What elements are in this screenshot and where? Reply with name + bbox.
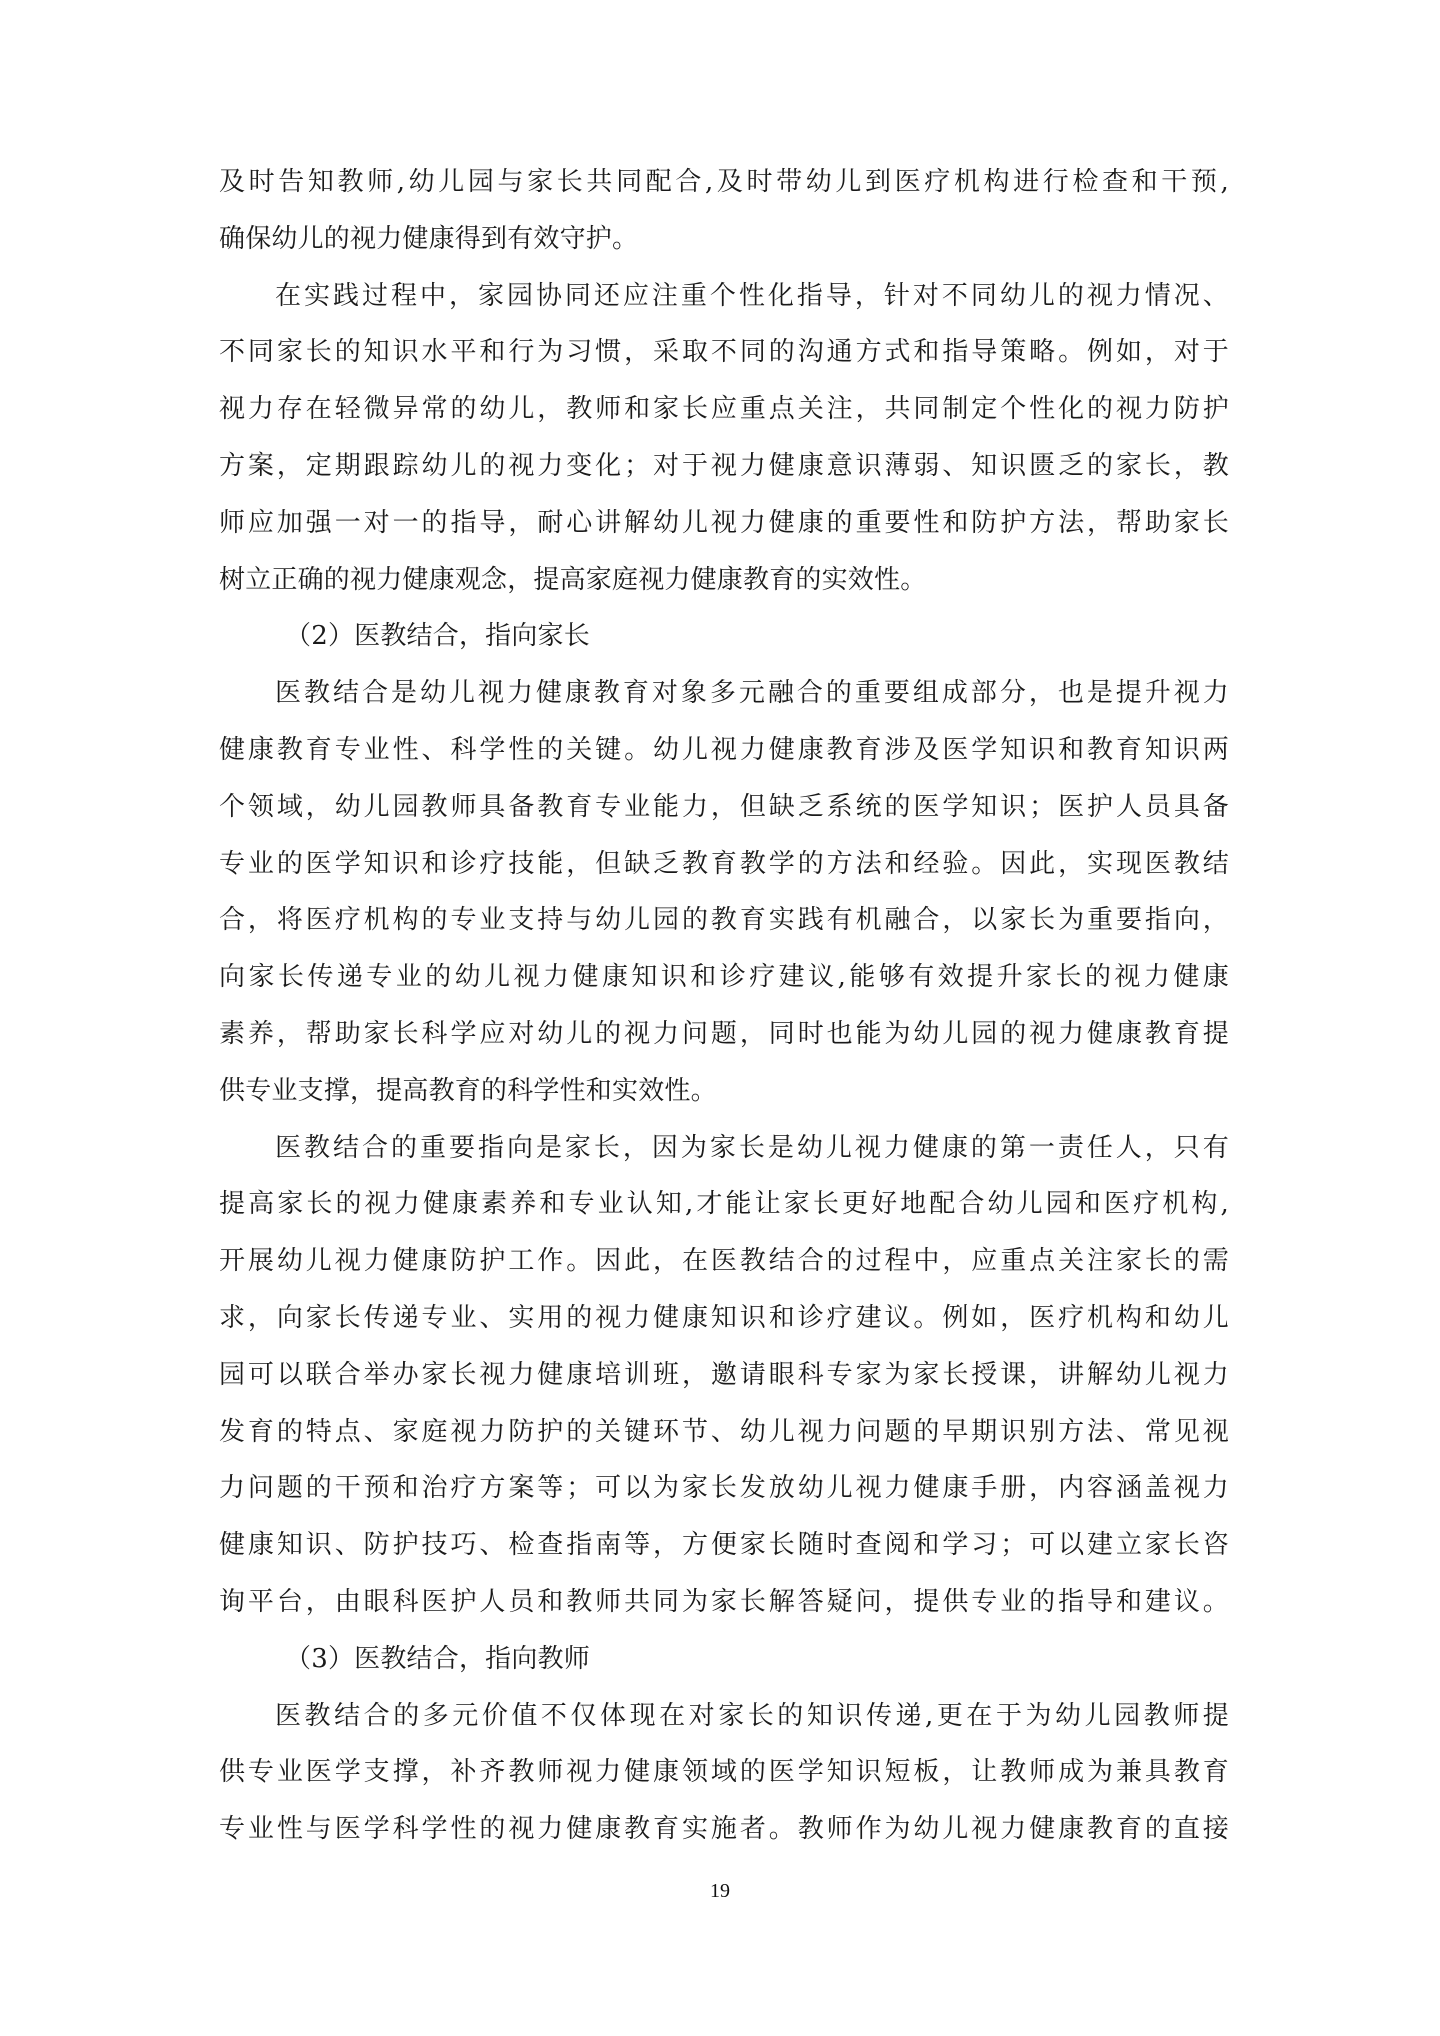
text-line: 询平台，由眼科医护人员和教师共同为家长解答疑问，提供专业的指导和建议。	[219, 1586, 1229, 1617]
text-line: 及时告知教师,幼儿园与家长共同配合,及时带幼儿到医疗机构进行检查和干预,	[219, 167, 1229, 197]
section-heading: （2）医教结合，指向家长	[285, 621, 590, 652]
text-line: 方案，定期跟踪幼儿的视力变化；对于视力健康意识薄弱、知识匮乏的家长，教	[219, 450, 1229, 481]
text-line: 向家长传递专业的幼儿视力健康知识和诊疗建议,能够有效提升家长的视力健康	[219, 962, 1229, 993]
text-line: 素养，帮助家长科学应对幼儿的视力问题，同时也能为幼儿园的视力健康教育提	[219, 1018, 1229, 1049]
text-line: 个领域，幼儿园教师具备教育专业能力，但缺乏系统的医学知识；医护人员具备	[219, 791, 1229, 822]
text-line: 开展幼儿视力健康防护工作。因此，在医教结合的过程中，应重点关注家长的需	[219, 1246, 1229, 1277]
text-line: 不同家长的知识水平和行为习惯，采取不同的沟通方式和指导策略。例如，对于	[219, 337, 1229, 368]
text-line: 求，向家长传递专业、实用的视力健康知识和诊疗建议。例如，医疗机构和幼儿	[219, 1302, 1229, 1333]
text-line: 园可以联合举办家长视力健康培训班，邀请眼科专家为家长授课，讲解幼儿视力	[219, 1359, 1229, 1390]
text-line: 专业性与医学科学性的视力健康教育实施者。教师作为幼儿视力健康教育的直接	[219, 1814, 1229, 1845]
text-line: 合，将医疗机构的专业支持与幼儿园的教育实践有机融合，以家长为重要指向，	[219, 905, 1229, 936]
paragraph-start-line: 医教结合的重要指向是家长，因为家长是幼儿视力健康的第一责任人，只有	[275, 1132, 1229, 1163]
paragraph-start-line: 医教结合是幼儿视力健康教育对象多元融合的重要组成部分，也是提升视力	[275, 678, 1229, 709]
body-text	[219, 160, 1229, 1864]
text-line: 发育的特点、家庭视力防护的关键环节、幼儿视力问题的早期识别方法、常见视	[219, 1416, 1229, 1447]
section-heading: （3）医教结合，指向教师	[285, 1643, 590, 1674]
paragraph-start-line: 医教结合的多元价值不仅体现在对家长的知识传递,更在于为幼儿园教师提	[275, 1700, 1229, 1731]
text-line: 健康教育专业性、科学性的关键。幼儿视力健康教育涉及医学知识和教育知识两	[219, 734, 1229, 765]
paragraph-start-line: 在实践过程中，家园协同还应注重个性化指导，针对不同幼儿的视力情况、	[275, 280, 1229, 311]
text-line: 提高家长的视力健康素养和专业认知,才能让家长更好地配合幼儿园和医疗机构,	[219, 1189, 1229, 1220]
text-line: 专业的医学知识和诊疗技能，但缺乏教育教学的方法和经验。因此，实现医教结	[219, 848, 1229, 879]
text-line: 视力存在轻微异常的幼儿，教师和家长应重点关注，共同制定个性化的视力防护	[219, 394, 1229, 425]
text-line: 供专业支撑，提高教育的科学性和实效性。	[219, 1075, 717, 1106]
text-line: 供专业医学支撑，补齐教师视力健康领域的医学知识短板，让教师成为兼具教育	[219, 1757, 1229, 1788]
text-line: 力问题的干预和治疗方案等；可以为家长发放幼儿视力健康手册，内容涵盖视力	[219, 1473, 1229, 1504]
text-line: 确保幼儿的视力健康得到有效守护。	[219, 223, 639, 254]
text-line: 健康知识、防护技巧、检查指南等，方便家长随时查阅和学习；可以建立家长咨	[219, 1530, 1229, 1561]
text-line: 树立正确的视力健康观念，提高家庭视力健康教育的实效性。	[219, 564, 927, 595]
page-number: 19	[710, 1880, 730, 1902]
text-line: 师应加强一对一的指导，耐心讲解幼儿视力健康的重要性和防护方法，帮助家长	[219, 507, 1229, 538]
